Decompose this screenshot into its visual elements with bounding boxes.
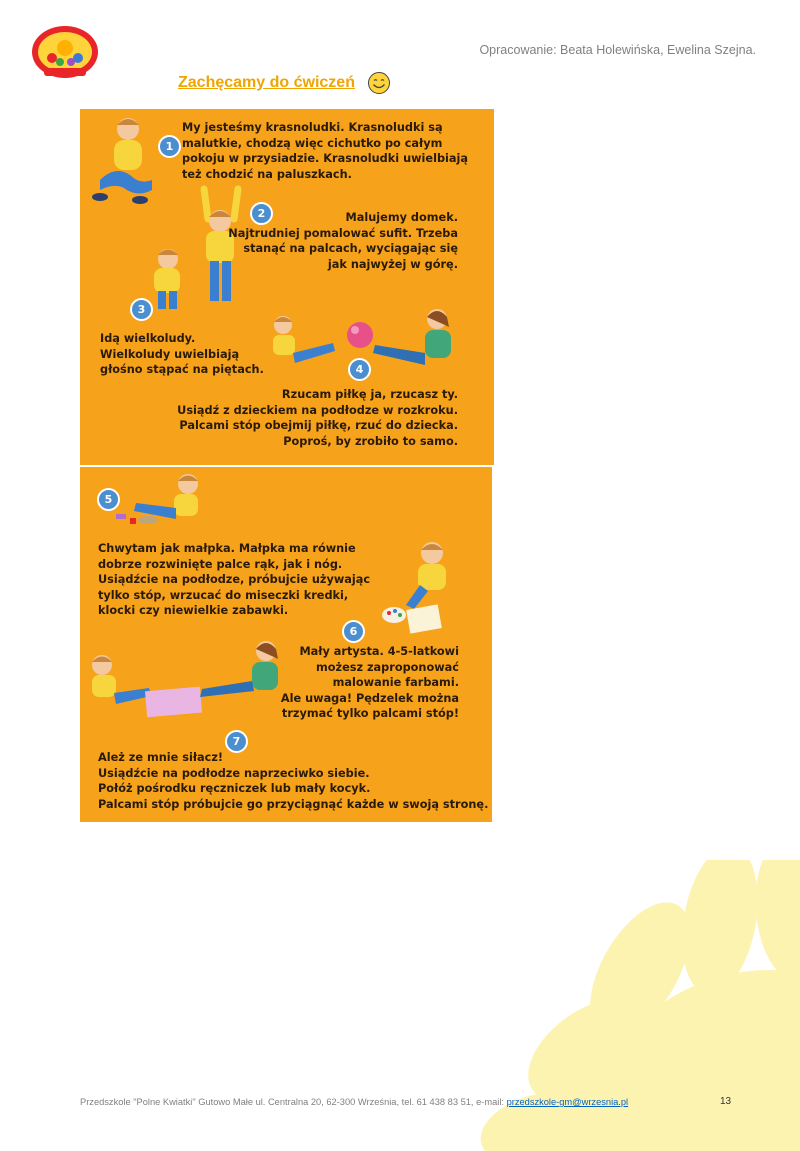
page-number: 13	[720, 1096, 732, 1107]
exercise-4-text: Rzucam piłkę ja, rzucasz ty. Usiądź z dzieckiem na podłodze w rozkroku. Palcami stóp obejmij piłkę, rzuć do dziecka. Poproś, by zrobiło to samo.	[177, 388, 458, 448]
email-link[interactable]: przedszkole-gm@wrzesnia.pl	[506, 1097, 629, 1107]
exercise-panel-bottom	[80, 467, 492, 822]
child-painting-illustration	[380, 537, 465, 637]
towel-tug-illustration	[86, 637, 286, 722]
exercise-1-text: My jesteśmy krasnoludki. Krasnoludki są malutkie, chodzą więc cichutko po całym pokoju w przysiadzie. Krasnoludki uwielbiają też chodzić na paluszkach.	[182, 121, 469, 181]
preschool-logo	[30, 22, 100, 80]
exercise-number-badge: 3	[130, 298, 153, 321]
exercise-number-badge: 2	[250, 202, 273, 225]
exercise-2-text: Malujemy domek. Najtrudniej pomalować sufit. Trzeba stanąć na palcach, wyciągając się jak najwyżej w górę.	[228, 211, 458, 271]
exercise-6-text: Mały artysta. 4-5-latkowi możesz zaproponować malowanie farbami. Ale uwaga! Pędzelek można trzymać tylko palcami stóp!	[280, 645, 459, 720]
sun-decoration	[470, 860, 800, 1151]
footer-address: Przedszkole "Polne Kwiatki" Gutowo Małe ul. Centralna 20, 62-300 Września, tel. 61 438 83 51, e-mail: przedszkole-gm@wrzesnia.pl	[80, 1097, 629, 1107]
page-title: Zachęcamy do ćwiczeń	[178, 74, 355, 91]
exercise-number-badge: 4	[348, 358, 371, 381]
exercise-5-text: Chwytam jak małpka. Małpka ma równie dobrze rozwinięte palce rąk, jak i nóg. Usiądźcie na podłodze, próbujcie używając tylko stóp, wrzucać do miseczki kredki, klocki czy niewielkie zabawki.	[98, 542, 371, 617]
exercise-3-text: Idą wielkoludy. Wielkoludy uwielbiają głośno stąpać na piętach.	[100, 332, 264, 376]
author-credit: Opracowanie: Beata Holewińska, Ewelina Szejna.	[479, 43, 756, 57]
exercise-number-badge: 7	[225, 730, 248, 753]
exercise-7-text: Ależ ze mnie siłacz! Usiądźcie na podłodze naprzeciwko siebie. Połóż pośrodku ręczniczek lub mały kocyk. Palcami stóp próbujcie go przyciągnąć każde w swoją stronę.	[98, 751, 489, 811]
exercise-number-badge: 1	[158, 135, 181, 158]
child-grabbing-toys-illustration	[108, 470, 208, 530]
exercise-panel-top	[80, 109, 494, 465]
exercise-number-badge: 6	[342, 620, 365, 643]
exercise-number-badge: 5	[97, 488, 120, 511]
smiley-icon	[367, 71, 391, 95]
